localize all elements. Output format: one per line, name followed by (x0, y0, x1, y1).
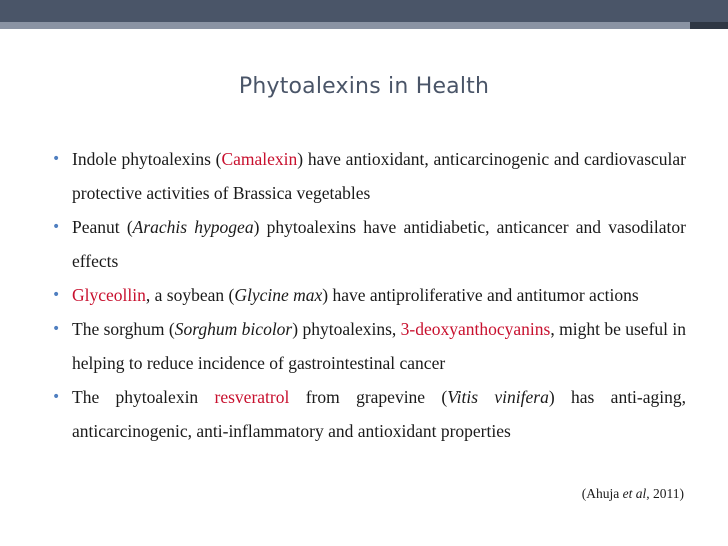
highlight-term: Camalexin (221, 149, 298, 169)
top-bar-stripe (0, 22, 690, 29)
bullet-dot-icon: • (52, 389, 61, 405)
bullet-list (52, 142, 686, 448)
bullet-item-3 (52, 278, 686, 312)
bullet-text: Glyceollin, a soybean (Glycine max) have antiproliferative and antitumor actions (72, 285, 639, 305)
bullet-item-1 (52, 142, 686, 210)
bullet-dot-icon: • (52, 151, 61, 167)
bullet-item-2 (52, 210, 686, 278)
bullet-text: The phytoalexin resveratrol from grapevine (Vitis vinifera) has anti-aging, anticarcinogenic, anti-inflammatory and antioxidant properties (72, 387, 687, 441)
citation: (Ahuja et al, 2011) (581, 486, 684, 501)
highlight-term: Glyceollin (72, 285, 146, 305)
slide-title: Phytoalexins in Health (238, 74, 490, 99)
species-name: Vitis vinifera (447, 387, 549, 407)
species-name: Arachis hypogea (132, 217, 254, 237)
highlight-term: resveratrol (214, 387, 290, 407)
top-bar (0, 0, 728, 22)
bullet-item-4 (52, 312, 686, 380)
species-name: Sorghum bicolor (174, 319, 293, 339)
bullet-text: The sorghum (Sorghum bicolor) phytoalexins, 3-deoxyanthocyanins, might be useful in helping to reduce incidence of gastrointestinal cancer (72, 319, 687, 373)
bullet-dot-icon: • (52, 321, 61, 337)
top-bar-accent (690, 22, 728, 29)
bullet-text: Indole phytoalexins (Camalexin) have antioxidant, anticarcinogenic and cardiovascular protective activities of Brassica vegetables (72, 149, 686, 203)
highlight-term: 3-deoxyanthocyanins (400, 319, 551, 339)
bullet-dot-icon: • (52, 219, 61, 235)
species-name: Glycine max (234, 285, 323, 305)
bullet-text: Peanut (Arachis hypogea) phytoalexins have antidiabetic, anticancer and vasodilator effects (72, 217, 686, 271)
bullet-dot-icon: • (52, 287, 61, 303)
bullet-item-5 (52, 380, 686, 448)
